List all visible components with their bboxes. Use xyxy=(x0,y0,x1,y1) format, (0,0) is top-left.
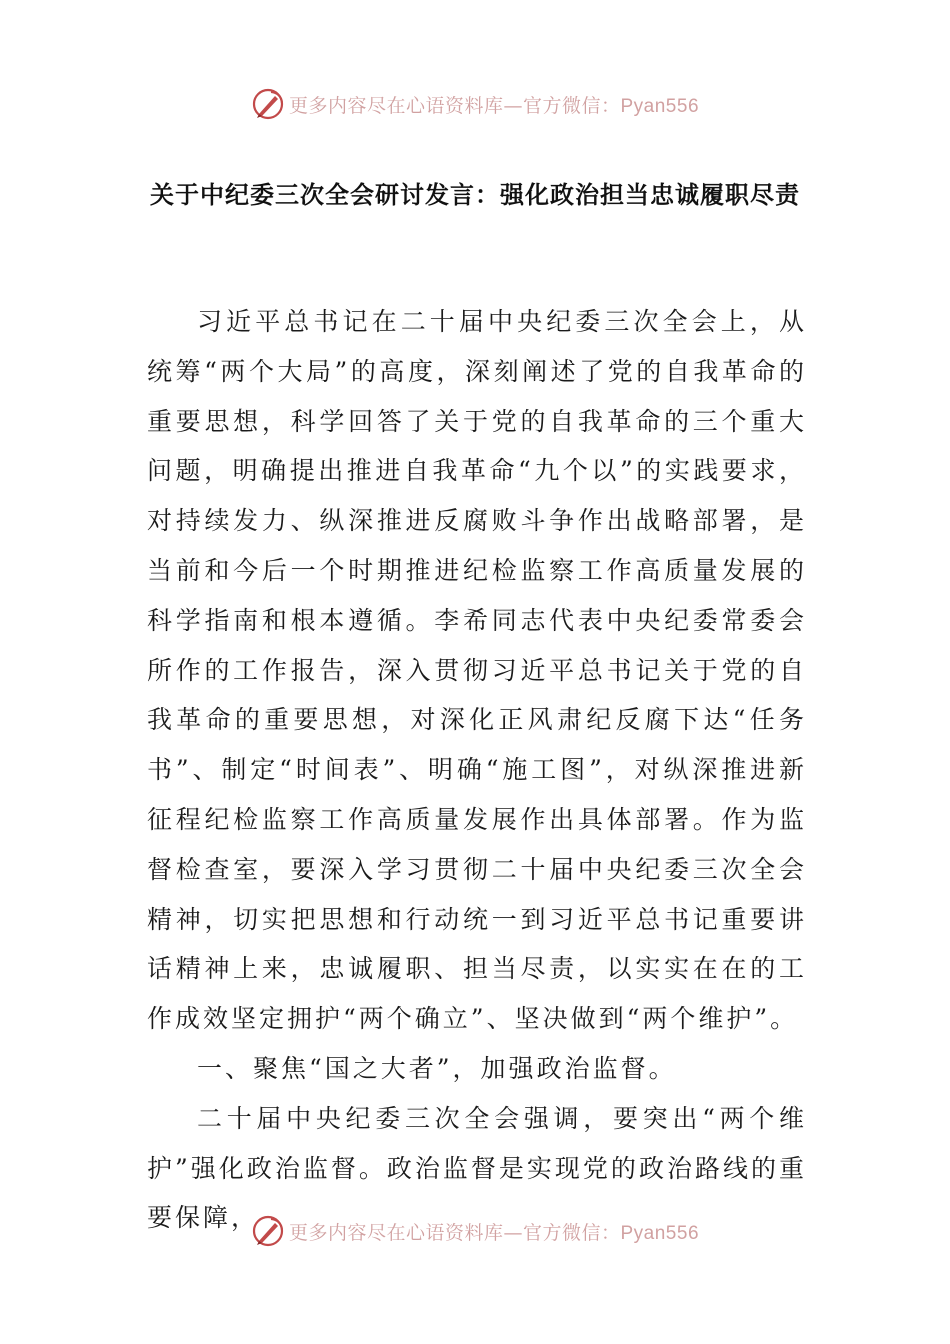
header-watermark-banner xyxy=(0,84,950,124)
watermark-text xyxy=(289,1218,699,1245)
paragraph: 习近平总书记在二十届中央纪委三次全会上，从统筹“两个大局”的高度，深刻阐述了党的自我革命的重要思想，科学回答了关于党的自我革命的三个重大问题，明确提出推进自我革命“九个以”的实践要求，对持续发力、纵深推进反腐败斗争作出战略部署，是当前和今后一个时期推进纪检监察工作高质量发展的科学指南和根本遵循。李希同志代表中央纪委常委会所作的工作报告，深入贯彻习近平总书记关于党的自我革命的重要思想，对深化正风肃纪反腐下达“任务书”、制定“时间表”、明确“施工图”，对纵深推进新征程纪检监察工作高质量发展作出具体部署。作为监督检查室，要深入学习贯彻二十届中央纪委三次全会精神，切实把思想和行动统一到习近平总书记重要讲话精神上来，忠诚履职、担当尽责，以实实在在的工作成效坚定拥护“两个确立”、坚决做到“两个维护”。 xyxy=(147,307,807,1034)
paragraph: 二十届中央纪委三次全会强调，要突出“两个维护”强化政治监督。政治监督是实现党的政治路线的重要保障， xyxy=(147,1103,807,1233)
pen-nib-logo-icon xyxy=(251,1214,285,1248)
watermark-label: 更多内容尽在心语资料库—官方微信： xyxy=(288,1221,621,1244)
document-title: 关于中纪委三次全会研讨发言：强化政治担当忠诚履职尽责 xyxy=(150,181,800,209)
watermark-text xyxy=(289,91,699,118)
wechat-id: Pyan556 xyxy=(620,1222,700,1244)
watermark-label: 更多内容尽在心语资料库—官方微信： xyxy=(288,94,621,117)
footer-watermark-banner xyxy=(0,1211,950,1251)
section-heading: 一、聚焦“国之大者”，加强政治监督。 xyxy=(197,1053,677,1083)
document-body xyxy=(147,297,807,1243)
pen-nib-logo-icon xyxy=(251,87,285,121)
wechat-id: Pyan556 xyxy=(620,95,700,117)
